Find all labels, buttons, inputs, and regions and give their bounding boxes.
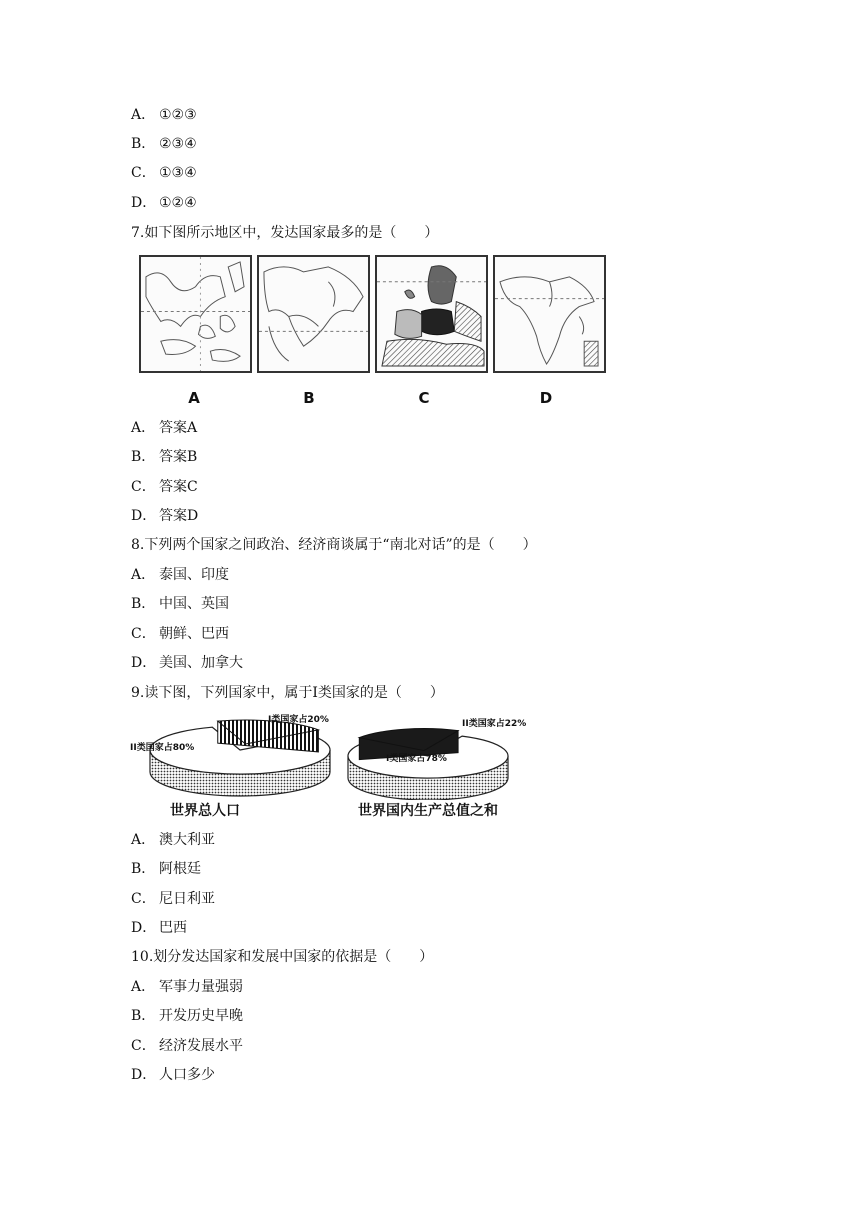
option-text: 答案C bbox=[159, 479, 198, 495]
pie1-label-i: I类国家占20% bbox=[268, 715, 329, 725]
option-letter: D． bbox=[131, 508, 157, 524]
pie1-label-ii: II类国家占80% bbox=[130, 743, 195, 753]
map-label-c: C bbox=[418, 389, 430, 407]
pie-world-population bbox=[150, 720, 330, 796]
option-letter: C． bbox=[131, 165, 156, 181]
pie1-caption: 世界总人口 bbox=[170, 803, 240, 819]
option-letter: B． bbox=[131, 1008, 156, 1024]
map-middle-east bbox=[257, 255, 370, 373]
q9-stem: 9.读下图，下列国家中，属于I类国家的是（ ） bbox=[131, 685, 444, 701]
map-label-b: B bbox=[303, 389, 315, 407]
pie2-caption: 世界国内生产总值之和 bbox=[358, 803, 498, 819]
map-a-image bbox=[141, 257, 250, 371]
q10-option-b bbox=[131, 1007, 243, 1025]
q7-option-a bbox=[131, 419, 197, 437]
q8-option-c bbox=[131, 625, 229, 643]
option-text: 阿根廷 bbox=[159, 861, 201, 877]
q9-option-a bbox=[131, 831, 215, 849]
map-d-image bbox=[495, 257, 604, 371]
q7-option-b bbox=[131, 448, 197, 466]
option-letter: D． bbox=[131, 920, 157, 936]
map-b-image bbox=[259, 257, 368, 371]
map-c-image bbox=[377, 257, 486, 371]
option-letter: C． bbox=[131, 891, 156, 907]
q7-option-c bbox=[131, 478, 198, 496]
option-letter: D． bbox=[131, 195, 157, 211]
option-letter: B． bbox=[131, 596, 156, 612]
option-letter: D． bbox=[131, 655, 157, 671]
q10-option-a bbox=[131, 978, 243, 996]
option-text: ②③④ bbox=[159, 136, 197, 152]
option-text: 美国、加拿大 bbox=[159, 655, 243, 671]
option-text: 答案A bbox=[159, 420, 198, 436]
option-text: 尼日利亚 bbox=[159, 891, 215, 907]
map-label-a: A bbox=[188, 389, 200, 407]
pie2-label-ii: II类国家占22% bbox=[462, 719, 527, 729]
option-text: 答案B bbox=[159, 449, 198, 465]
option-text: 军事力量强弱 bbox=[159, 979, 243, 995]
option-letter: A． bbox=[131, 832, 156, 848]
map-label-d: D bbox=[539, 389, 553, 407]
option-text: 朝鲜、巴西 bbox=[159, 626, 229, 642]
q7-map-figure bbox=[139, 255, 614, 410]
q8-stem: 8.下列两个国家之间政治、经济商谈属于“南北对话”的是（ ） bbox=[131, 537, 537, 553]
q10-stem: 10.划分发达国家和发展中国家的依据是（ ） bbox=[131, 949, 434, 965]
option-letter: A． bbox=[131, 420, 156, 436]
q9-option-b bbox=[131, 860, 201, 878]
option-text: 人口多少 bbox=[159, 1067, 215, 1083]
q9-option-c bbox=[131, 890, 215, 908]
option-letter: B． bbox=[131, 861, 156, 877]
q8-option-b bbox=[131, 595, 229, 613]
q10-option-d bbox=[131, 1066, 215, 1084]
option-text: 巴西 bbox=[159, 920, 187, 936]
q8-option-a bbox=[131, 566, 229, 584]
option-text: ①②③ bbox=[159, 107, 197, 123]
q7-stem: 7.如下图所示地区中，发达国家最多的是（ ） bbox=[131, 225, 439, 241]
map-southeast-asia bbox=[139, 255, 252, 373]
pie-world-gdp bbox=[348, 729, 508, 800]
option-letter: A． bbox=[131, 979, 156, 995]
option-text: 开发历史早晚 bbox=[159, 1008, 243, 1024]
option-text: 中国、英国 bbox=[159, 596, 229, 612]
q9-option-d bbox=[131, 919, 187, 937]
option-text: 泰国、印度 bbox=[159, 567, 229, 583]
q6-option-a bbox=[131, 106, 197, 124]
option-letter: D． bbox=[131, 1067, 157, 1083]
option-text: 澳大利亚 bbox=[159, 832, 215, 848]
option-letter: C． bbox=[131, 479, 156, 495]
option-letter: C． bbox=[131, 626, 156, 642]
map-south-asia bbox=[493, 255, 606, 373]
q6-option-d bbox=[131, 194, 197, 212]
map-europe bbox=[375, 255, 488, 373]
option-text: 答案D bbox=[159, 508, 199, 524]
option-letter: C． bbox=[131, 1038, 156, 1054]
option-text: ①②④ bbox=[159, 195, 197, 211]
option-letter: B． bbox=[131, 136, 156, 152]
option-text: 经济发展水平 bbox=[159, 1038, 243, 1054]
option-letter: A． bbox=[131, 107, 156, 123]
q6-option-c bbox=[131, 164, 197, 182]
q9-pie-figure bbox=[130, 710, 568, 825]
q8-option-d bbox=[131, 654, 243, 672]
option-text: ①③④ bbox=[159, 165, 197, 181]
q10-option-c bbox=[131, 1037, 243, 1055]
q7-option-d bbox=[131, 507, 198, 525]
option-letter: B． bbox=[131, 449, 156, 465]
pie2-label-i: I类国家占78% bbox=[386, 754, 447, 764]
q6-option-b bbox=[131, 135, 197, 153]
option-letter: A． bbox=[131, 567, 156, 583]
